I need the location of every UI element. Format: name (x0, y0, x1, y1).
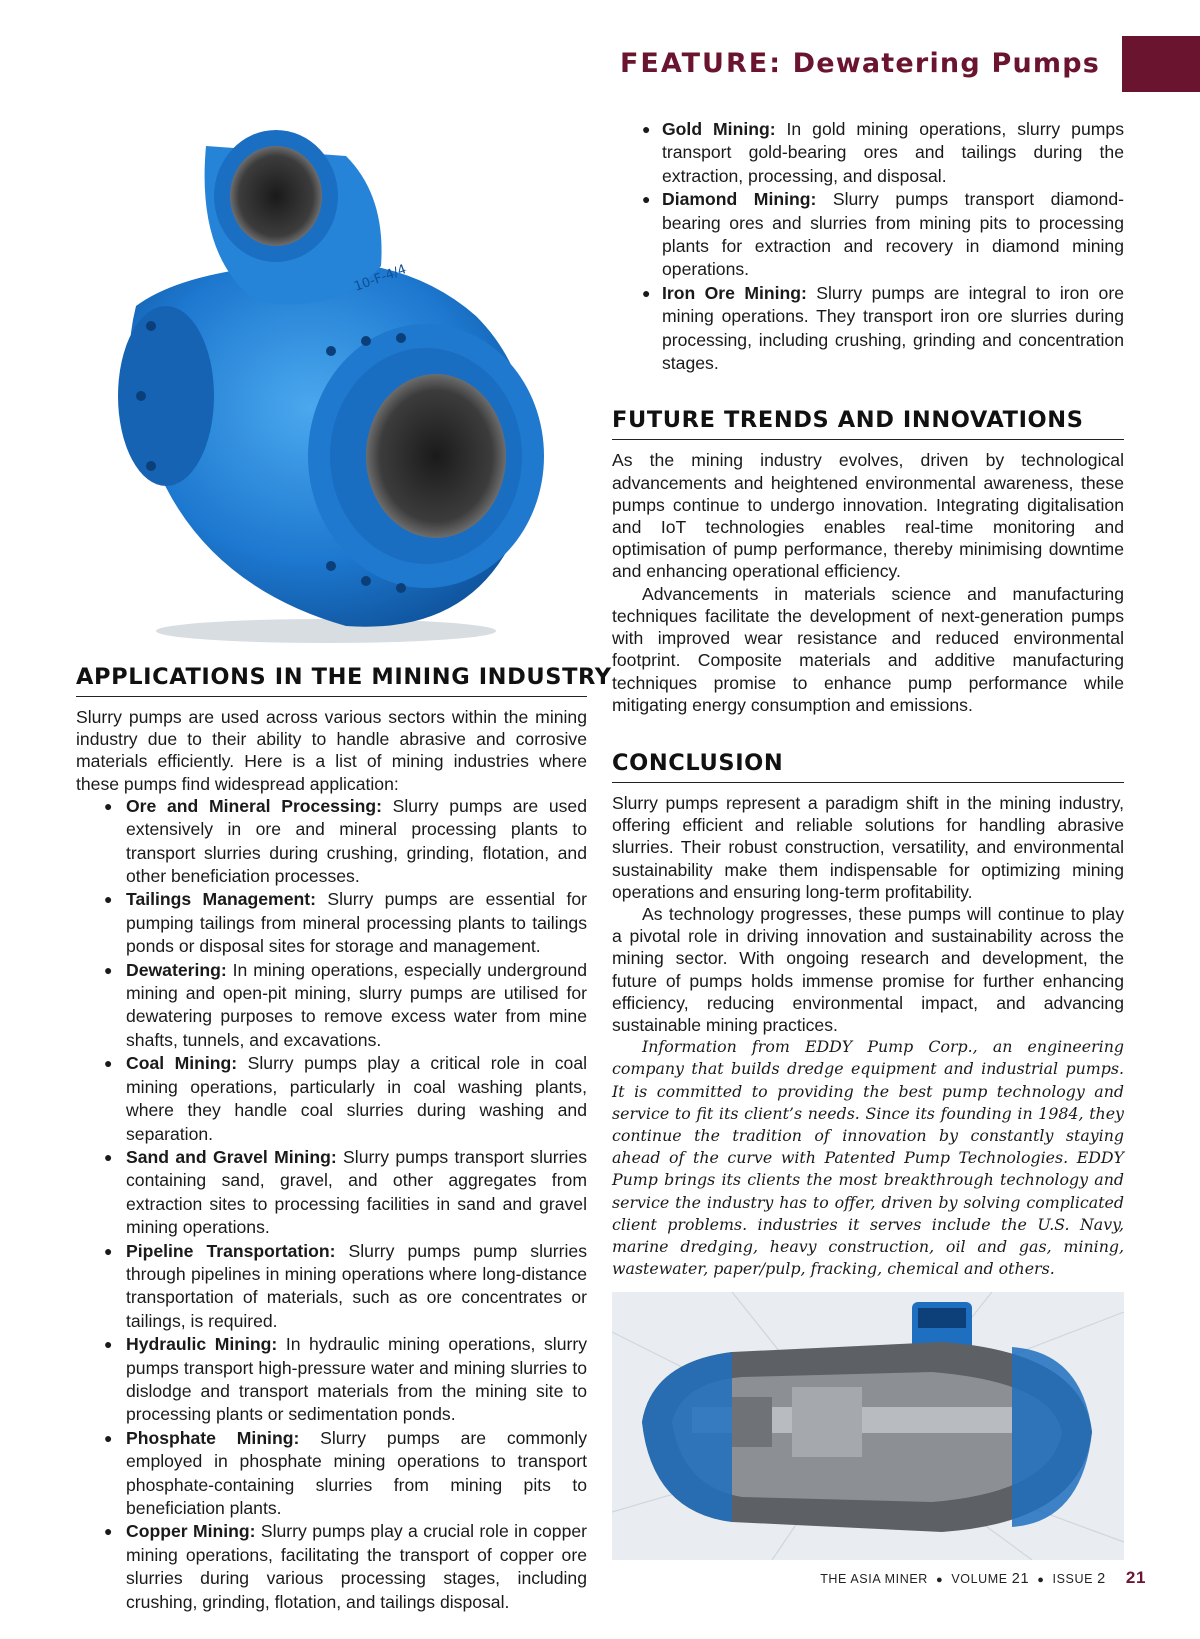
list-item-text: In gold mining operations, slurry pumps transport gold-bearing ores and tailings during the extraction, processing, and disposal. (662, 119, 1124, 186)
list-item-text: In mining operations, especially underground mining and open-pit mining, slurry pumps are utilised for dewatering purposes to remove excess water from mine shafts, tunnels, and excavations. (126, 959, 587, 1050)
page-footer (820, 1568, 1146, 1588)
list-item (76, 1520, 587, 1614)
bullet-separator: ● (1037, 1574, 1045, 1586)
list-item-term: Diamond Mining: (662, 189, 817, 210)
list-item-term: Copper Mining: (126, 1521, 256, 1542)
section-header (620, 48, 1100, 79)
list-item-text: Slurry pumps are used extensively in ore and mineral processing plants to transport slurries during crushing, grinding, flotation, and other beneficiation processes. (126, 795, 587, 887)
list-item-text: Slurry pumps play a crucial role in copper mining operations, facilitating the transport of copper ore slurries during various processing stages, including crushing, grinding, flotation, and tailings disposal. (126, 1521, 587, 1612)
issue-number: 2 (1097, 1571, 1106, 1587)
applications-list-continued (612, 118, 1124, 375)
list-item (612, 118, 1124, 188)
pump-image (96, 126, 556, 646)
list-item-term: Phosphate Mining: (126, 1427, 300, 1448)
feature-label: FEATURE: (619, 48, 783, 79)
conclusion-heading: CONCLUSION (612, 750, 1124, 783)
list-item-term: Tailings Management: (126, 889, 316, 910)
list-item-term: Dewatering: (126, 959, 227, 980)
conclusion-paragraph-2: As technology progresses, these pumps will continue to play a pivotal role in driving innovation and sustainability across the mining sector. With ongoing research and development, the future of pumps holds immense promise for further enhancing efficiency, reducing environmental impact, and advancing sustainable mining practices. (612, 903, 1124, 1035)
source-credit: Information from EDDY Pump Corp., an engineering company that builds dredge equipment and industrial pumps. It is committed to providing the best pump technology and service to fit its client’s needs. Since its founding in 1984, they continue the tradition of innovation by constantly staying ahead of the curve with Patented Pump Technologies. EDDY Pump brings its clients the most breakthrough technology and service the industry has to offer, driven by solving complicated client problems. industries it serves include the U.S. Navy, marine dredging, heavy construction, oil and gas, mining, wastewater, paper/pulp, fracking, chemical and others. (612, 1037, 1124, 1279)
conclusion-paragraph-1: Slurry pumps represent a paradigm shift in the mining industry, offering efficient and reliable solutions for handling abrasive slurries. Their robust construction, versatility, and environmental sustainability make them indispensable for optimizing mining operations and ensuring long-term profitability. (612, 792, 1124, 902)
list-item-text: Slurry pumps transport slurries containing sand, gravel, and other aggregates from extraction sites to processing facilities in sand and gravel mining operations. (126, 1146, 588, 1238)
bullet-separator: ● (936, 1574, 944, 1586)
list-item-text: Slurry pumps are integral to iron ore mining operations. They transport iron ore slurries during processing, including crushing, grinding and concentration stages. (662, 282, 1124, 374)
list-item-text: Slurry pumps are commonly employed in phosphate mining operations to transport phosphate-containing slurries from mining pits to beneficiation plants. (126, 1427, 587, 1518)
applications-heading: APPLICATIONS IN THE MINING INDUSTRY (76, 664, 587, 697)
list-item-term: Iron Ore Mining: (662, 282, 807, 303)
cutaway-image (612, 1292, 1124, 1560)
list-item-text: Slurry pumps transport diamond-bearing ores and slurries from mining pits to processing plants for extraction and recovery in diamond mining operations. (662, 189, 1124, 280)
list-item-text: Slurry pumps pump slurries through pipelines in mining operations where long-distance transportation of materials, such as ore concentrates or tailings, is required. (126, 1240, 587, 1331)
right-column (612, 118, 1124, 1280)
list-item-text: In hydraulic mining operations, slurry pumps transport high-pressure water and mining slurries to dislodge and transport materials from the mining site to processing plants or sedimentation ponds. (126, 1334, 587, 1425)
future-paragraph-2: Advancements in materials science and manufacturing techniques facilitate the development of next-generation pumps with improved wear resistance and reduced environmental footprint. Composite materials and additive manufacturing techniques promise to enhance pump performance while mitigating energy consumption and emissions. (612, 583, 1124, 715)
header-accent-bar (1122, 36, 1200, 92)
list-item (76, 959, 587, 1053)
list-item (76, 1333, 587, 1427)
page-number: 21 (1125, 1568, 1146, 1587)
list-item-text: Slurry pumps are essential for pumping tailings from mineral processing plants to tailings ponds or disposal sites for storage and management. (126, 889, 587, 957)
list-item (612, 188, 1124, 282)
conclusion-section (612, 750, 1124, 1280)
issue-label: ISSUE (1052, 1572, 1094, 1586)
left-column (76, 664, 612, 1614)
list-item (612, 282, 1124, 376)
applications-intro: Slurry pumps are used across various sectors within the mining industry due to their ability to handle abrasive and corrosive materials efficiently. Here is a list of mining industries where these pumps find widespread application: (76, 707, 587, 794)
list-item (76, 1052, 587, 1146)
future-heading: FUTURE TRENDS AND INNOVATIONS (612, 407, 1124, 440)
applications-list (76, 795, 587, 1614)
list-item-term: Gold Mining: (662, 119, 776, 139)
publication-name: THE ASIA MINER (820, 1572, 928, 1586)
list-item-term: Sand and Gravel Mining: (126, 1146, 337, 1167)
list-item (76, 888, 587, 958)
section-title: Dewatering Pumps (792, 48, 1100, 79)
list-item-text: Slurry pumps play a critical role in coal mining operations, particularly in coal washing plants, where they handle coal slurries during washing and separation. (126, 1053, 588, 1144)
list-item (76, 1427, 587, 1521)
future-paragraph-1: As the mining industry evolves, driven by technological advancements and heightened environmental awareness, these pumps continue to undergo innovation. Integrating digitalisation and IoT technologies enables real-time monitoring and optimisation of pump performance, thereby minimising downtime and enhancing operational efficiency. (612, 450, 1124, 582)
pump-casting-mark: 10-F-4/4 (352, 262, 409, 295)
list-item-term: Coal Mining: (126, 1053, 238, 1074)
volume-label: VOLUME (951, 1572, 1008, 1586)
future-section (612, 407, 1124, 715)
list-item-term: Ore and Mineral Processing: (126, 795, 382, 816)
list-item (76, 795, 587, 889)
list-item (76, 1240, 587, 1334)
list-item-term: Hydraulic Mining: (126, 1334, 278, 1355)
volume-number: 21 (1011, 1571, 1030, 1587)
list-item (76, 1146, 587, 1240)
list-item-term: Pipeline Transportation: (126, 1240, 336, 1261)
